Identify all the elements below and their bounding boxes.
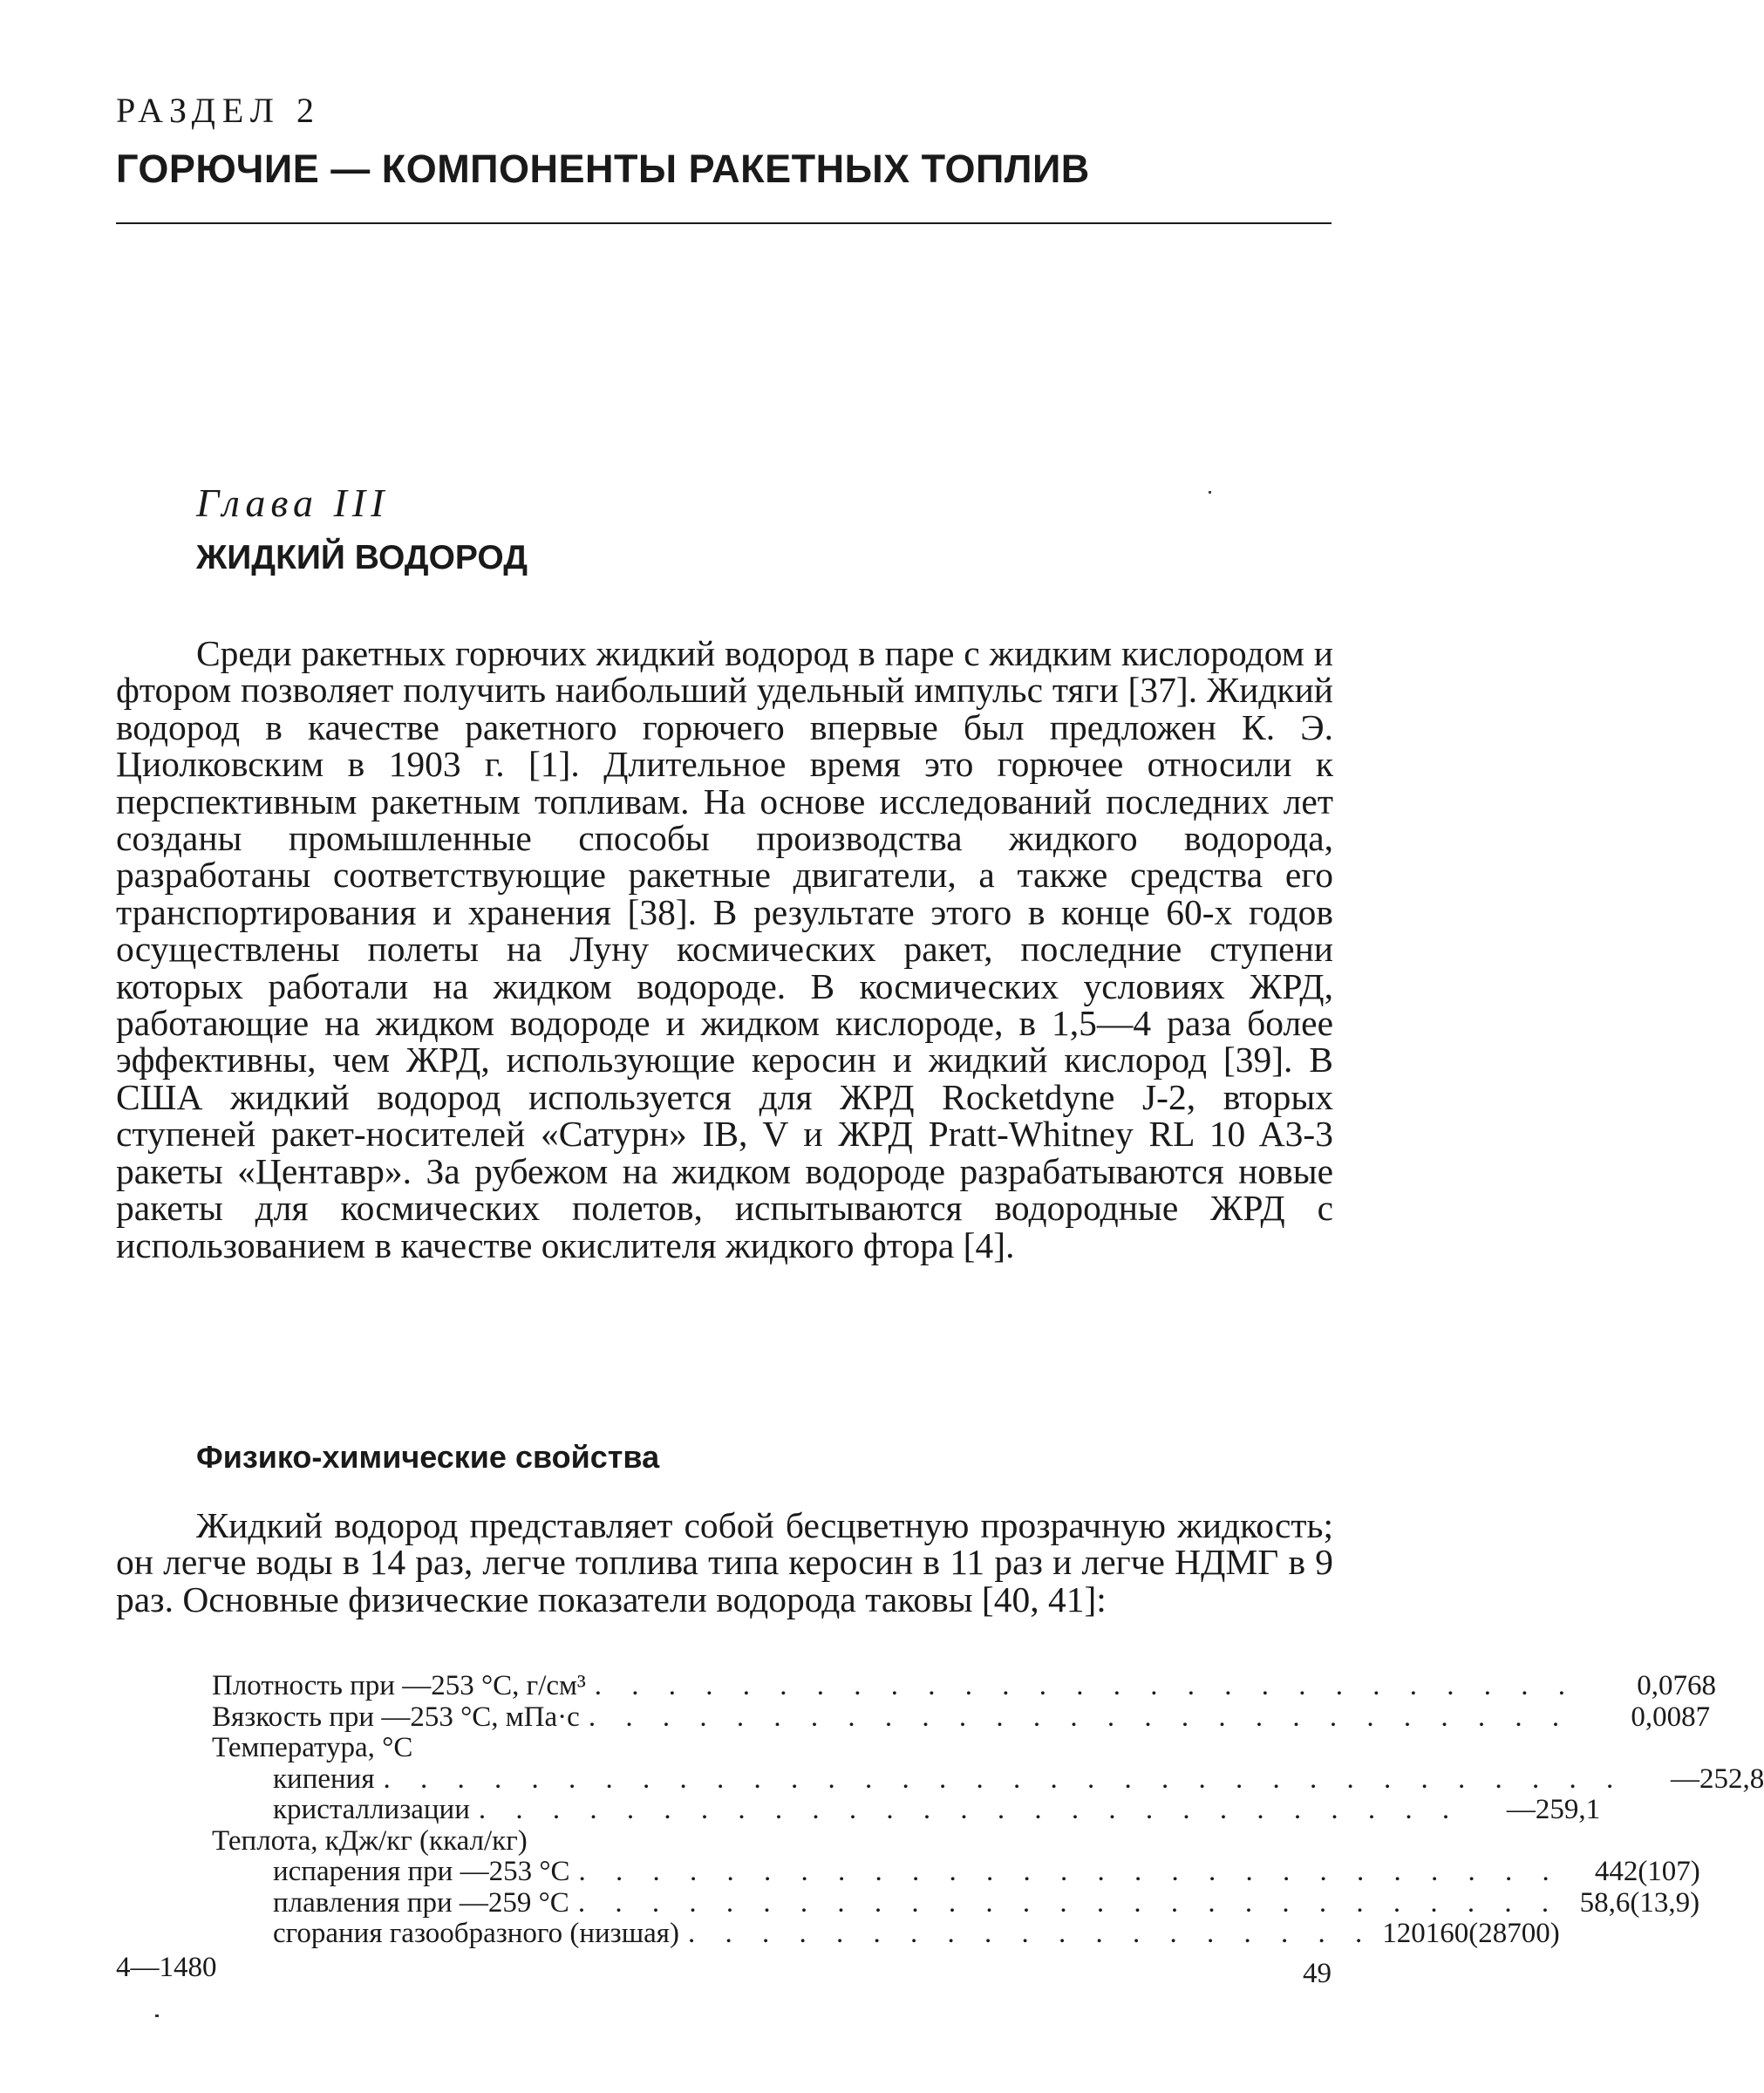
- property-group-heading: [212, 1826, 1219, 1858]
- header-rule: [116, 222, 1332, 224]
- leader-dots: . . . . . . . . . . . . . . . . . . . . . . . . . . . . . . . . . .: [383, 1762, 1625, 1795]
- subheading: Физико-химические свойства: [196, 1439, 660, 1475]
- property-row: [212, 1701, 1711, 1734]
- property-label: испарения при —253 °С: [273, 1856, 570, 1887]
- property-value: 0,0087: [1631, 1701, 1711, 1733]
- chapter-label: Глава III: [196, 481, 390, 525]
- leader-dots: . . . . . . . . . . . . . . . . . . . . . . . . . . .: [588, 1701, 1571, 1733]
- property-value: 120160(28700): [1382, 1918, 1560, 1949]
- property-value: 442(107): [1594, 1856, 1700, 1887]
- page-number: 49: [1303, 1958, 1332, 1989]
- body-paragraph-2: Жидкий водород представляет собой бесцветную прозрачную жидкость; он легче воды в 14 раз, легче топлива типа керосин в 11 раз и легче НДМГ в 9 раз. Основные физические показатели водорода таковы [40, 41]:: [116, 1505, 1333, 1619]
- print-speck: [155, 2015, 159, 2017]
- property-label: сгорания газообразного (низшая): [273, 1918, 679, 1949]
- property-value: —259,1: [1506, 1794, 1601, 1825]
- printer-signature: 4—1480: [116, 1952, 217, 1983]
- property-label: Вязкость при —253 °С, мПа·с: [212, 1701, 580, 1733]
- leader-dots: . . . . . . . . . . . . . . . . . . . . . . . . . . .: [478, 1794, 1461, 1825]
- property-value: 0,0768: [1637, 1670, 1717, 1701]
- leader-dots: . . . . . . . . . . . . . . . . . . . . . . . . . . .: [594, 1670, 1577, 1701]
- print-speck: [1209, 491, 1211, 494]
- chapter-title: ЖИДКИЙ ВОДОРОД: [196, 539, 528, 576]
- property-label: кристаллизации: [273, 1794, 470, 1825]
- leader-dots: . . . . . . . . . . . . . . . . . . .: [687, 1918, 1374, 1949]
- property-row: [212, 1670, 1717, 1702]
- leader-dots: . . . . . . . . . . . . . . . . . . . . . . . . . . .: [577, 1886, 1561, 1919]
- property-row: [212, 1886, 1700, 1919]
- property-row: [212, 1762, 1764, 1796]
- property-row: [212, 1856, 1700, 1888]
- properties-table: [212, 1670, 1764, 1950]
- section-label: РАЗДЕЛ 2: [116, 91, 321, 130]
- property-label: Температура, °С: [212, 1732, 413, 1763]
- property-value: —252,8: [1671, 1762, 1764, 1795]
- property-row: [212, 1918, 1560, 1950]
- section-title: ГОРЮЧИЕ — КОМПОНЕНТЫ РАКЕТНЫХ ТОПЛИВ: [116, 147, 1090, 191]
- property-label: Плотность при —253 °С, г/см³: [212, 1670, 586, 1701]
- property-row: [212, 1794, 1601, 1826]
- leader-dots: . . . . . . . . . . . . . . . . . . . . . . . . . . .: [578, 1856, 1561, 1887]
- property-value: 58,6(13,9): [1579, 1886, 1700, 1919]
- property-label: плавления при —259 °С: [273, 1886, 569, 1919]
- property-label: Теплота, кДж/кг (ккал/кг): [212, 1824, 528, 1857]
- property-group-heading: [212, 1733, 1219, 1764]
- body-paragraph-1: Среди ракетных горючих жидкий водород в паре с жидким кислородом и фтором позволяет получить наибольший удельный импульс тяги [37]. Жидкий водород в качестве ракетного горючего впервые был предложен К. Э. Циолковским в 1903 г. [1]. Длительное время это горючее относили к перспективным ракетным топливам. На основе исследований последних лет созданы промышленные способы производства жидкого водорода, разработаны соответствующие ракетные двигатели, а также средства его транспортирования и хранения [38]. В результате этого в конце 60-х годов осуществлены полеты на Луну космических ракет, последние ступени которых работали на жидком водороде. В космических условиях ЖРД, работающие на жидком водороде и жидком кислороде, в 1,5—4 раза более эффективны, чем ЖРД, использующие керосин и жидкий кислород [39]. В США жидкий водород используется для ЖРД Rocketdyne J-2, вторых ступеней ракет-носителей «Сатурн» IB, V и ЖРД Pratt-Whitney RL 10 A3-3 ракеты «Центавр». За рубежом на жидком водороде разрабатываются новые ракеты для космических полетов, испытываются водородные ЖРД с использованием в качестве окислителя жидкого фтора [4].: [116, 633, 1333, 1265]
- property-label: кипения: [273, 1762, 375, 1795]
